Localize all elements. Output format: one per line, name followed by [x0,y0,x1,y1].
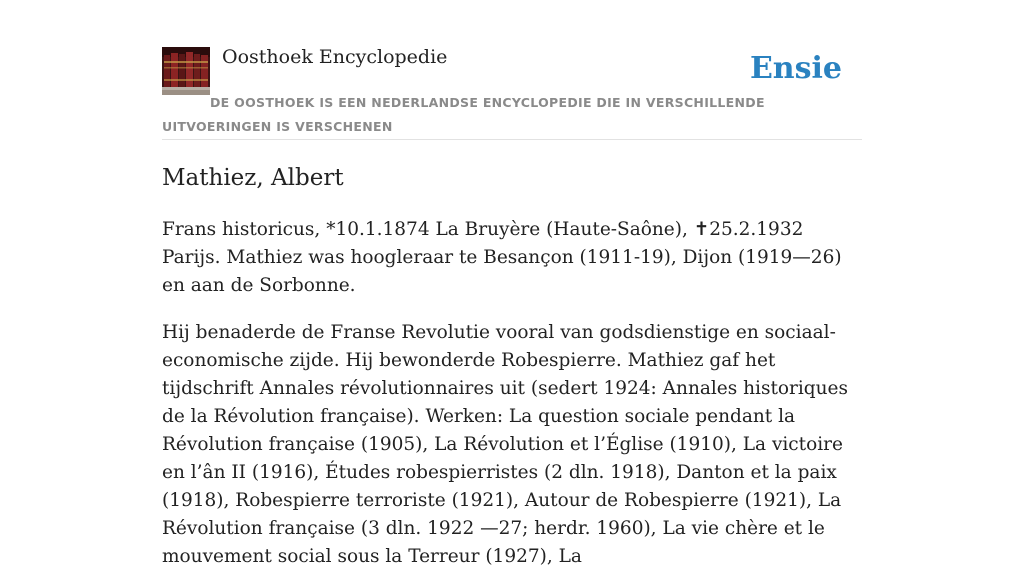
ensie-logo-link[interactable]: Ensie [749,51,842,86]
article-paragraph-2: Hij benaderde de Franse Revolutie vooral van godsdienstige en sociaal-economische zijde. Hij bewonderde Robespierre. Mathiez gaf het tijdschrift Annales révolutionnaires uit (sedert 1924: Annales historiques de la Révolution française). Werken: La question sociale pendant la Révolution française (1905), La Révolution et l’Église (1910), La victoire en l’ân II (1916), Études robespierristes (2 dln. 1918), Danton et la paix (1918), Robespierre terroriste (1921), Autour de Robespierre (1921), La Révolution française (3 dln. 1922 —27; herdr. 1960), La vie chère et le mouvement social sous la Terreur (1927), La [162,322,848,567]
article-paragraph-1: Frans historicus, *10.1.1874 La Bruyère (Haute-Saône), ✝25.2.1932 Parijs. Mathiez was hoogleraar te Besançon (1911-19), Dijon (1919—26) en aan de Sorbonne. [162,219,842,296]
article [162,160,862,571]
site-title-link[interactable]: Oosthoek Encyclopedie [222,46,448,68]
books-image [162,47,210,95]
site-tagline: DE OOSTHOEK IS EEN NEDERLANDSE ENCYCLOPEDIE DIE IN VERSCHILLENDE UITVOERINGEN IS VERSCHENEN [162,95,765,134]
article-title: Mathiez, Albert [162,165,344,191]
site-header [162,44,862,140]
books-avatar-icon[interactable] [162,47,210,95]
